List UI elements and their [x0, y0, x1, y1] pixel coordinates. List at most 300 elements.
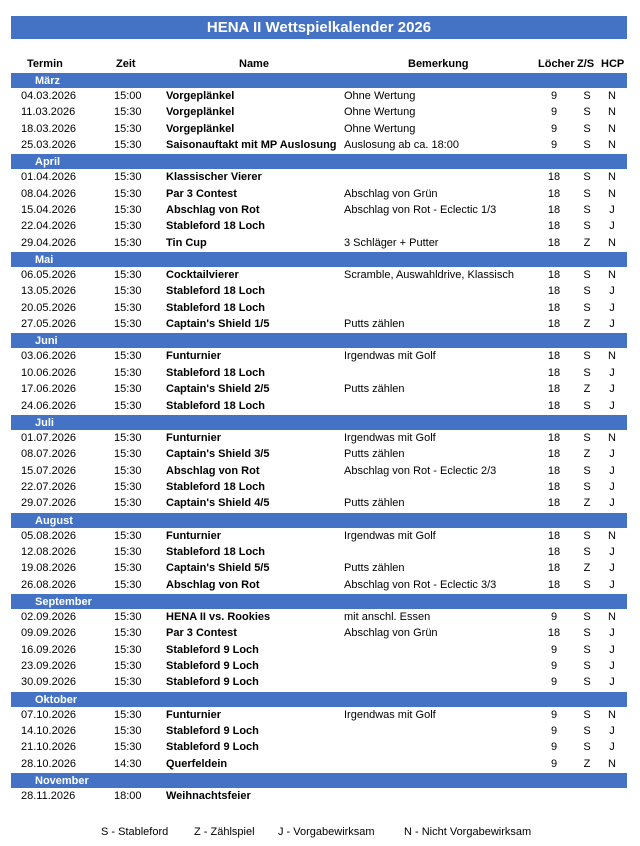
event-name: Stableford 9 Loch — [166, 659, 259, 672]
holes-cell: 18 — [547, 204, 561, 217]
note-cell: Abschlag von Grün — [344, 627, 438, 640]
holes-cell: 18 — [547, 480, 561, 493]
zs-cell: S — [583, 659, 591, 672]
holes-cell: 9 — [550, 90, 558, 102]
table-row — [11, 104, 627, 120]
hcp-cell: N — [608, 236, 616, 249]
month-label: Juni — [35, 335, 58, 348]
date-cell: 14.10.2026 — [21, 725, 77, 737]
time-cell: 15:30 — [114, 480, 142, 493]
time-cell: 15:30 — [114, 122, 142, 135]
time-cell: 15:30 — [114, 139, 142, 152]
date-cell: 27.05.2026 — [21, 318, 77, 331]
table-row — [11, 577, 627, 593]
month-label: Mai — [35, 254, 54, 267]
holes-cell: 18 — [547, 529, 561, 542]
date-cell: 19.08.2026 — [21, 562, 77, 575]
time-cell: 15:30 — [114, 610, 142, 623]
event-name: Stableford 18 Loch — [166, 301, 266, 314]
time-cell: 15:30 — [114, 220, 142, 233]
holes-cell: 18 — [547, 545, 561, 558]
zs-cell: S — [583, 578, 591, 591]
month-header — [11, 251, 627, 267]
hcp-cell: N — [608, 171, 616, 184]
table-row — [11, 202, 627, 218]
note-cell: Putts zählen — [344, 562, 405, 575]
table-row — [11, 544, 627, 560]
time-cell: 15:30 — [114, 171, 142, 184]
hcp-cell: N — [608, 269, 616, 282]
date-cell: 29.04.2026 — [21, 236, 77, 249]
holes-cell: 9 — [550, 757, 558, 770]
month-label: April — [35, 156, 61, 169]
event-name: Captain's Shield 1/5 — [166, 318, 270, 331]
legend-item: J - Vorgabewirksam — [278, 826, 375, 838]
zs-cell: S — [583, 431, 591, 444]
event-name: Vorgeplänkel — [166, 90, 235, 102]
zs-cell: S — [583, 220, 591, 233]
table-row — [11, 186, 627, 202]
hcp-cell: N — [608, 187, 616, 200]
month-header — [11, 772, 627, 788]
date-cell: 02.09.2026 — [21, 610, 77, 623]
table-row — [11, 463, 627, 479]
hcp-cell: J — [609, 480, 615, 493]
event-name: Abschlag von Rot — [166, 204, 260, 217]
table-row — [11, 609, 627, 625]
note-cell: Irgendwas mit Golf — [344, 350, 436, 363]
month-label: Juli — [35, 416, 54, 429]
date-cell: 22.07.2026 — [21, 480, 77, 493]
hcp-cell: J — [609, 220, 615, 233]
table-row — [11, 398, 627, 414]
event-name: Stableford 18 Loch — [166, 366, 266, 379]
zs-cell: S — [583, 90, 591, 102]
time-cell: 15:30 — [114, 562, 142, 575]
time-cell: 15:30 — [114, 204, 142, 217]
time-cell: 15:30 — [114, 741, 142, 754]
hcp-cell: N — [608, 431, 616, 444]
table-row — [11, 381, 627, 397]
event-name: Funturnier — [166, 431, 221, 444]
hcp-cell: J — [609, 399, 615, 412]
time-cell: 15:30 — [114, 464, 142, 477]
zs-cell: S — [583, 285, 591, 298]
time-cell: 15:30 — [114, 578, 142, 591]
holes-cell: 18 — [547, 269, 561, 282]
note-cell: 3 Schläger + Putter — [344, 236, 439, 249]
time-cell: 15:30 — [114, 497, 142, 510]
event-name: Stableford 9 Loch — [166, 741, 259, 754]
event-name: Par 3 Contest — [166, 187, 237, 200]
time-cell: 14:30 — [114, 757, 142, 770]
note-cell: Irgendwas mit Golf — [344, 529, 436, 542]
time-cell: 15:30 — [114, 627, 142, 640]
table-row — [11, 495, 627, 511]
time-cell: 15:30 — [114, 301, 142, 314]
month-label: August — [35, 514, 73, 527]
month-header — [11, 153, 627, 169]
time-cell: 15:30 — [114, 383, 142, 396]
table-row — [11, 88, 627, 104]
hcp-cell: J — [609, 725, 615, 737]
time-cell: 15:30 — [114, 366, 142, 379]
holes-cell: 9 — [550, 708, 558, 721]
month-header — [11, 414, 627, 430]
zs-cell: Z — [583, 497, 591, 510]
table-row — [11, 121, 627, 137]
event-name: Klassischer Vierer — [166, 171, 262, 184]
zs-cell: S — [583, 399, 591, 412]
holes-cell: 18 — [547, 399, 561, 412]
holes-cell: 18 — [547, 431, 561, 444]
note-cell: Putts zählen — [344, 448, 405, 461]
note-cell: Abschlag von Rot - Eclectic 1/3 — [344, 204, 497, 217]
time-cell: 15:30 — [114, 725, 142, 737]
holes-cell: 9 — [550, 106, 558, 119]
event-name: Vorgeplänkel — [166, 106, 235, 119]
hcp-cell: J — [609, 366, 615, 379]
event-name: Captain's Shield 5/5 — [166, 562, 270, 575]
date-cell: 08.07.2026 — [21, 448, 77, 461]
hcp-cell: J — [609, 562, 615, 575]
table-row — [11, 642, 627, 658]
table-header — [11, 56, 627, 72]
hcp-cell: J — [609, 676, 615, 689]
event-name: Captain's Shield 4/5 — [166, 497, 270, 510]
time-cell: 15:30 — [114, 285, 142, 298]
zs-cell: S — [583, 204, 591, 217]
note-cell: Scramble, Auswahldrive, Klassisch — [344, 269, 514, 282]
zs-cell: S — [583, 627, 591, 640]
note-cell: Irgendwas mit Golf — [344, 431, 436, 444]
month-label: März — [35, 75, 61, 87]
hcp-cell: J — [609, 464, 615, 477]
note-cell: Abschlag von Rot - Eclectic 2/3 — [344, 464, 497, 477]
holes-cell: 9 — [550, 122, 558, 135]
time-cell: 15:30 — [114, 448, 142, 461]
time-cell: 15:30 — [114, 431, 142, 444]
header-zs: Z/S — [577, 58, 595, 70]
event-name: Abschlag von Rot — [166, 578, 260, 591]
date-cell: 25.03.2026 — [21, 139, 77, 152]
hcp-cell: N — [608, 106, 616, 119]
hcp-cell: N — [608, 90, 616, 102]
time-cell: 15:00 — [114, 90, 142, 102]
table-row — [11, 658, 627, 674]
event-name: HENA II vs. Rookies — [166, 610, 271, 623]
zs-cell: S — [583, 725, 591, 737]
note-cell: Putts zählen — [344, 383, 405, 396]
date-cell: 23.09.2026 — [21, 659, 77, 672]
table-row — [11, 316, 627, 332]
table-row — [11, 218, 627, 234]
zs-cell: S — [583, 529, 591, 542]
holes-cell: 18 — [547, 350, 561, 363]
event-name: Captain's Shield 3/5 — [166, 448, 270, 461]
event-name: Par 3 Contest — [166, 627, 237, 640]
date-cell: 13.05.2026 — [21, 285, 77, 298]
date-cell: 07.10.2026 — [21, 708, 77, 721]
event-name: Saisonauftakt mit MP Auslosung — [166, 139, 337, 152]
holes-cell: 9 — [550, 676, 558, 689]
month-label: November — [35, 775, 89, 788]
table-row — [11, 756, 627, 772]
table-row — [11, 739, 627, 755]
time-cell: 15:30 — [114, 643, 142, 656]
zs-cell: S — [583, 301, 591, 314]
header-note: Bemerkung — [408, 58, 469, 70]
event-name: Tin Cup — [166, 236, 207, 249]
table-row — [11, 479, 627, 495]
date-cell: 21.10.2026 — [21, 741, 77, 754]
table-row — [11, 625, 627, 641]
date-cell: 18.03.2026 — [21, 122, 77, 135]
month-label: September — [35, 595, 92, 608]
date-cell: 01.04.2026 — [21, 171, 77, 184]
zs-cell: S — [583, 171, 591, 184]
event-name: Funturnier — [166, 350, 221, 363]
table-row — [11, 169, 627, 185]
hcp-cell: N — [608, 350, 616, 363]
time-cell: 15:30 — [114, 529, 142, 542]
date-cell: 28.10.2026 — [21, 757, 77, 770]
zs-cell: S — [583, 545, 591, 558]
holes-cell: 18 — [547, 383, 561, 396]
event-name: Stableford 9 Loch — [166, 676, 259, 689]
holes-cell: 18 — [547, 285, 561, 298]
time-cell: 15:30 — [114, 676, 142, 689]
date-cell: 06.05.2026 — [21, 269, 77, 282]
date-cell: 17.06.2026 — [21, 383, 77, 396]
zs-cell: Z — [583, 236, 591, 249]
time-cell: 15:30 — [114, 545, 142, 558]
table-row — [11, 300, 627, 316]
time-cell: 15:30 — [114, 708, 142, 721]
zs-cell: S — [583, 187, 591, 200]
event-name: Weihnachtsfeier — [166, 790, 251, 803]
header-time: Zeit — [116, 58, 136, 70]
zs-cell: S — [583, 464, 591, 477]
holes-cell: 18 — [547, 578, 561, 591]
zs-cell: S — [583, 708, 591, 721]
event-name: Vorgeplänkel — [166, 122, 235, 135]
date-cell: 11.03.2026 — [21, 106, 76, 119]
date-cell: 26.08.2026 — [21, 578, 77, 591]
holes-cell: 18 — [547, 464, 561, 477]
holes-cell: 9 — [550, 725, 558, 737]
time-cell: 18:00 — [114, 790, 142, 803]
holes-cell: 18 — [547, 448, 561, 461]
table-row — [11, 528, 627, 544]
date-cell: 09.09.2026 — [21, 627, 77, 640]
hcp-cell: N — [608, 139, 616, 152]
event-name: Stableford 18 Loch — [166, 545, 266, 558]
holes-cell: 18 — [547, 187, 561, 200]
table-row — [11, 723, 627, 739]
date-cell: 16.09.2026 — [21, 643, 77, 656]
table-row — [11, 348, 627, 364]
event-name: Abschlag von Rot — [166, 464, 260, 477]
date-cell: 22.04.2026 — [21, 220, 77, 233]
holes-cell: 9 — [550, 139, 558, 152]
month-header — [11, 593, 627, 609]
table-row — [11, 137, 627, 153]
zs-cell: Z — [583, 562, 591, 575]
header-name: Name — [239, 58, 269, 70]
date-cell: 30.09.2026 — [21, 676, 77, 689]
hcp-cell: J — [609, 545, 615, 558]
holes-cell: 18 — [547, 497, 561, 510]
event-name: Funturnier — [166, 529, 221, 542]
table-row — [11, 365, 627, 381]
zs-cell: Z — [583, 318, 591, 331]
hcp-cell: J — [609, 578, 615, 591]
zs-cell: S — [583, 480, 591, 493]
hcp-cell: N — [608, 122, 616, 135]
hcp-cell: J — [609, 659, 615, 672]
event-name: Captain's Shield 2/5 — [166, 383, 270, 396]
legend-item: Z - Zählspiel — [194, 826, 255, 838]
holes-cell: 18 — [547, 220, 561, 233]
note-cell: Irgendwas mit Golf — [344, 708, 436, 721]
hcp-cell: J — [609, 204, 615, 217]
calendar-table — [11, 72, 627, 804]
header-date: Termin — [27, 58, 63, 70]
event-name: Funturnier — [166, 708, 221, 721]
time-cell: 15:30 — [114, 399, 142, 412]
time-cell: 15:30 — [114, 318, 142, 331]
date-cell: 28.11.2026 — [21, 790, 76, 803]
time-cell: 15:30 — [114, 269, 142, 282]
zs-cell: S — [583, 676, 591, 689]
holes-cell: 18 — [547, 301, 561, 314]
holes-cell: 18 — [547, 627, 561, 640]
hcp-cell: J — [609, 627, 615, 640]
event-name: Stableford 18 Loch — [166, 480, 266, 493]
zs-cell: Z — [583, 757, 591, 770]
time-cell: 15:30 — [114, 187, 142, 200]
holes-cell: 18 — [547, 318, 561, 331]
time-cell: 15:30 — [114, 659, 142, 672]
header-holes: Löcher — [538, 58, 575, 70]
holes-cell: 9 — [550, 643, 558, 656]
holes-cell: 9 — [550, 659, 558, 672]
table-row — [11, 267, 627, 283]
legend-item: S - Stableford — [101, 826, 169, 838]
holes-cell: 18 — [547, 236, 561, 249]
date-cell: 04.03.2026 — [21, 90, 77, 102]
event-name: Stableford 18 Loch — [166, 399, 266, 412]
event-name: Cocktailvierer — [166, 269, 239, 282]
page-title: HENA II Wettspielkalender 2026 — [11, 16, 627, 39]
month-header — [11, 332, 627, 348]
hcp-cell: J — [609, 643, 615, 656]
date-cell: 01.07.2026 — [21, 431, 77, 444]
holes-cell: 9 — [550, 610, 558, 623]
header-hcp: HCP — [601, 58, 625, 70]
table-row — [11, 560, 627, 576]
table-row — [11, 430, 627, 446]
date-cell: 29.07.2026 — [21, 497, 77, 510]
hcp-cell: N — [608, 757, 616, 770]
zs-cell: S — [583, 122, 591, 135]
hcp-cell: J — [609, 285, 615, 298]
date-cell: 15.04.2026 — [21, 204, 77, 217]
month-header — [11, 72, 627, 88]
zs-cell: Z — [583, 448, 591, 461]
table-row — [11, 283, 627, 299]
note-cell: Putts zählen — [344, 318, 405, 331]
zs-cell: S — [583, 610, 591, 623]
holes-cell: 18 — [547, 562, 561, 575]
zs-cell: S — [583, 741, 591, 754]
table-row — [11, 674, 627, 690]
event-name: Querfeldein — [166, 757, 228, 770]
date-cell: 12.08.2026 — [21, 545, 77, 558]
zs-cell: S — [583, 643, 591, 656]
event-name: Stableford 18 Loch — [166, 220, 266, 233]
event-name: Stableford 9 Loch — [166, 643, 259, 656]
note-cell: Ohne Wertung — [344, 106, 416, 119]
note-cell: Ohne Wertung — [344, 122, 416, 135]
note-cell: Auslosung ab ca. 18:00 — [344, 139, 459, 152]
date-cell: 05.08.2026 — [21, 529, 77, 542]
table-row — [11, 707, 627, 723]
hcp-cell: N — [608, 708, 616, 721]
date-cell: 15.07.2026 — [21, 464, 77, 477]
note-cell: Putts zählen — [344, 497, 405, 510]
event-name: Stableford 18 Loch — [166, 285, 266, 298]
zs-cell: Z — [583, 383, 591, 396]
hcp-cell: J — [609, 383, 615, 396]
legend-item: N - Nicht Vorgabewirksam — [404, 826, 532, 838]
hcp-cell: J — [609, 448, 615, 461]
zs-cell: S — [583, 269, 591, 282]
time-cell: 15:30 — [114, 106, 142, 119]
table-row — [11, 446, 627, 462]
month-header — [11, 691, 627, 707]
time-cell: 15:30 — [114, 350, 142, 363]
zs-cell: S — [583, 350, 591, 363]
holes-cell: 18 — [547, 171, 561, 184]
holes-cell: 9 — [550, 741, 558, 754]
zs-cell: S — [583, 366, 591, 379]
hcp-cell: J — [609, 497, 615, 510]
date-cell: 03.06.2026 — [21, 350, 77, 363]
hcp-cell: J — [609, 301, 615, 314]
date-cell: 24.06.2026 — [21, 399, 77, 412]
hcp-cell: J — [609, 741, 615, 754]
event-name: Stableford 9 Loch — [166, 725, 259, 737]
month-header — [11, 512, 627, 528]
date-cell: 10.06.2026 — [21, 366, 77, 379]
table-row — [11, 235, 627, 251]
hcp-cell: N — [608, 529, 616, 542]
zs-cell: S — [583, 106, 591, 119]
month-label: Oktober — [35, 693, 78, 706]
time-cell: 15:30 — [114, 236, 142, 249]
note-cell: Abschlag von Grün — [344, 187, 438, 200]
note-cell: mit anschl. Essen — [344, 610, 431, 623]
note-cell: Abschlag von Rot - Eclectic 3/3 — [344, 578, 497, 591]
holes-cell: 18 — [547, 366, 561, 379]
hcp-cell: N — [608, 610, 616, 623]
date-cell: 08.04.2026 — [21, 187, 77, 200]
note-cell: Ohne Wertung — [344, 90, 416, 102]
table-row — [11, 788, 627, 804]
hcp-cell: J — [609, 318, 615, 331]
